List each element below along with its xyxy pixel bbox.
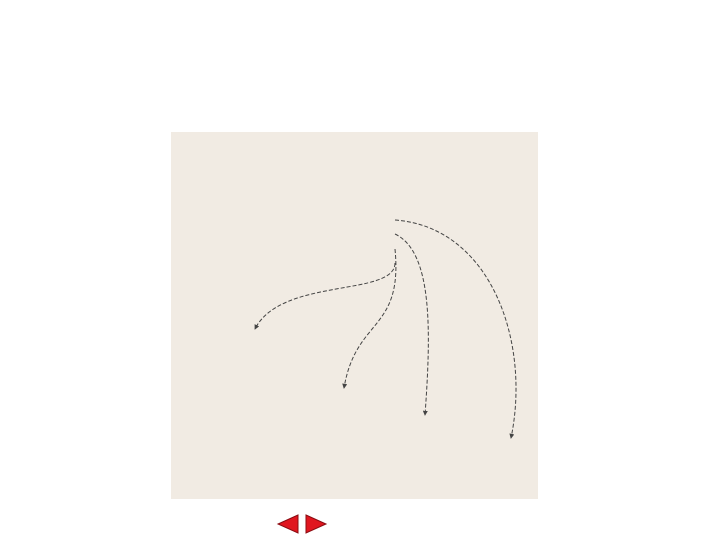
- arrow-p2: [344, 249, 396, 388]
- next-slide-button[interactable]: [303, 513, 329, 535]
- assignment-arrows: [255, 220, 516, 438]
- arrow-p1: [255, 263, 395, 329]
- partition-figure: [171, 132, 538, 499]
- arrow-p4: [395, 220, 516, 438]
- partition-diagram: [171, 132, 538, 499]
- arrow-p3: [395, 234, 428, 415]
- previous-slide-button[interactable]: [275, 513, 301, 535]
